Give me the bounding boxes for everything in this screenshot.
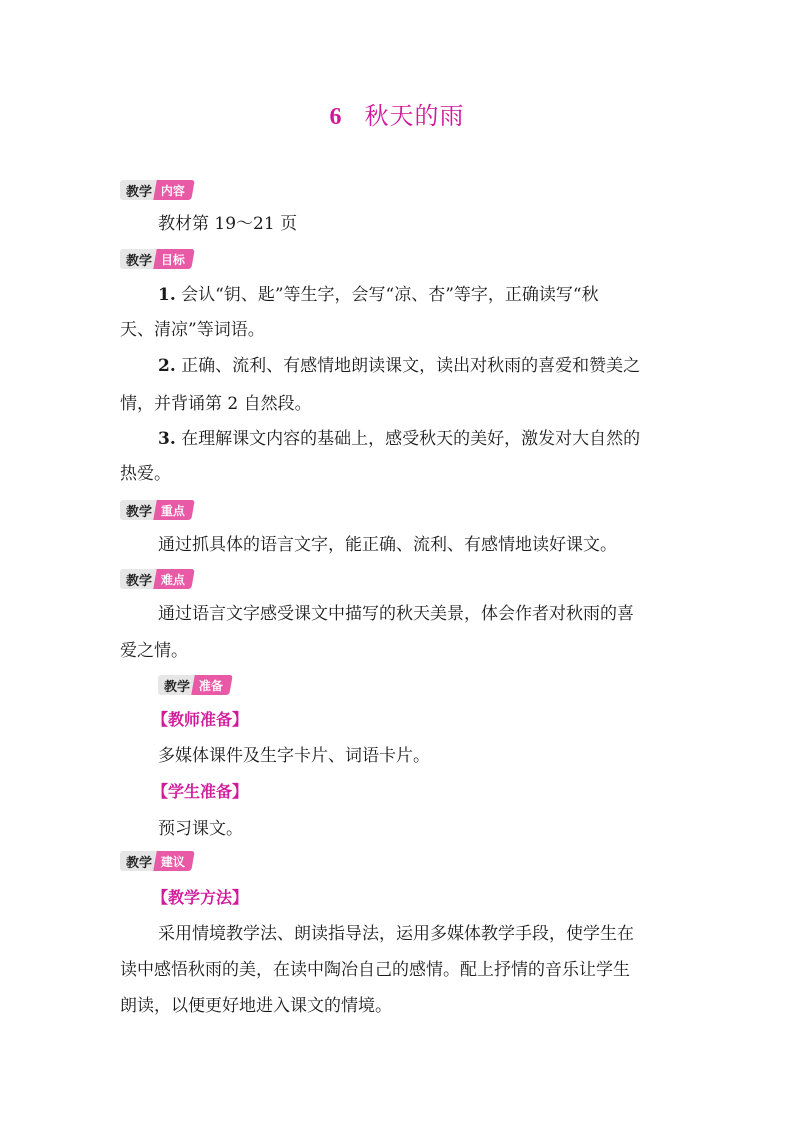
method-line-2: 读中感悟秋雨的美，在读中陶冶自己的感情。配上抒情的音乐让学生 [120, 960, 630, 980]
method-line-1: 采用情境教学法、朗读指导法，运用多媒体教学手段，使学生在 [158, 924, 634, 944]
tag-teaching-goals: 教学 目标 [120, 249, 193, 269]
teaching-method-heading: 【教学方法】 [152, 888, 249, 907]
content-text: 教材第 19～21 页 [158, 214, 298, 234]
goal-2-line-1: 2. 正确、流利、有感情地朗读课文，读出对秋雨的喜爱和赞美之 [158, 356, 641, 376]
goal-1-line-2: 天、清凉”等词语。 [120, 320, 265, 340]
tag-teaching-difficulties: 教学 难点 [120, 569, 193, 589]
difficulty-line-2: 爱之情。 [120, 641, 188, 661]
teacher-prep-heading: 【教师准备】 [152, 710, 249, 729]
tag-teaching-key-points: 教学 重点 [120, 500, 193, 520]
lesson-number: 6 [329, 104, 343, 130]
goal-3-line-1: 3. 在理解课文内容的基础上，感受秋天的美好，激发对大自然的 [158, 429, 641, 449]
page-title [0, 96, 794, 131]
difficulty-line-1: 通过语言文字感受课文中描写的秋天美景，体会作者对秋雨的喜 [158, 604, 634, 624]
goal-1-line-1: 1. 会认“钥、匙”等生字，会写“凉、杏”等字，正确读写“秋 [158, 285, 599, 305]
tag-teaching-content: 教学 内容 [120, 180, 193, 200]
student-prep-heading: 【学生准备】 [152, 782, 249, 801]
key-points-text: 通过抓具体的语言文字，能正确、流利、有感情地读好课文。 [158, 535, 617, 555]
goal-2-line-2: 情，并背诵第 2 自然段。 [120, 394, 312, 414]
goal-3-line-2: 热爱。 [120, 464, 171, 484]
teacher-prep-text: 多媒体课件及生字卡片、词语卡片。 [158, 746, 430, 766]
tag-teaching-suggestions: 教学 建议 [120, 851, 193, 871]
student-prep-text: 预习课文。 [158, 819, 243, 839]
method-line-3: 朗读，以便更好地进入课文的情境。 [120, 996, 392, 1016]
lesson-title: 秋天的雨 [364, 102, 465, 130]
tag-teaching-preparation: 教学 准备 [158, 675, 231, 695]
